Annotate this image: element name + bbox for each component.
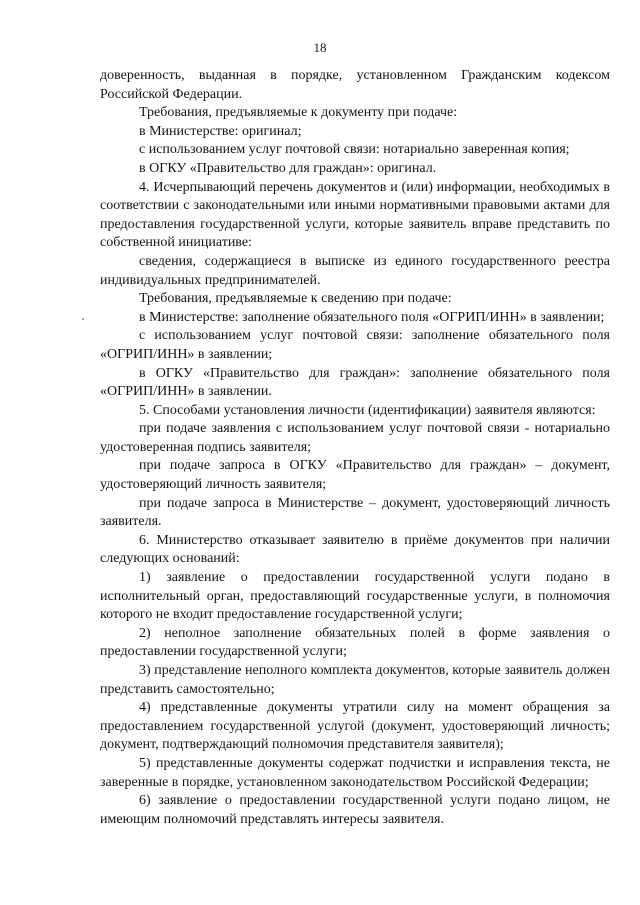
paragraph: Требования, предъявляемые к документу при подаче: (139, 105, 458, 121)
paragraph: доверенность, выданная в порядке, установленном Гражданским кодексом Российской Федерации. (100, 68, 610, 102)
paragraph: 5) представленные документы содержат подчистки и исправления текста, не заверенные в порядке, установленном законодательством Российской Федерации; (100, 755, 610, 790)
paragraph: в ОГКУ «Правительство для граждан»: заполнение обязательного поля «ОГРИП/ИНН» в заявлении. (100, 365, 610, 400)
scan-speck (82, 318, 84, 320)
paragraph: 6. Министерство отказывает заявителю в приёме документов при наличии следующих оснований: (100, 532, 610, 567)
paragraph: с использованием услуг почтовой связи: нотариально заверенная копия; (139, 142, 570, 158)
page-number: 18 (313, 40, 327, 55)
paragraph: 1) заявление о предоставлении государственной услуги подано в исполнительный орган, предоставляющий государственные услуги, в полномочия которого не входит предоставление государственной услуги; (100, 570, 610, 623)
paragraph: 4) представленные документы утратили силу на момент обращения за предоставлением государственной услугой (документ, удостоверяющий личность; документ, подтверждающий полномочия представителя заявителя); (100, 700, 610, 753)
paragraph: 2) неполное заполнение обязательных полей в форме заявления о предоставлении государственной услуги; (100, 625, 610, 660)
paragraph: при подаче заявления с использованием услуг почтовой связи - нотариально удостоверенная подпись заявителя; (100, 421, 610, 455)
paragraph: в Министерстве: заполнение обязательного поля «ОГРИП/ИНН» в заявлении; (139, 309, 605, 325)
paragraph: с использованием услуг почтовой связи: заполнение обязательного поля «ОГРИП/ИНН» в заявлении; (100, 328, 610, 362)
paragraph: 5. Способами установления личности (идентификации) заявителя являются: (139, 402, 596, 418)
paragraph: в ОГКУ «Правительство для граждан»: оригинал. (139, 160, 437, 176)
paragraph: сведения, содержащиеся в выписке из единого государственного реестра индивидуальных предпринимателей. (100, 253, 610, 288)
paragraph: при подаче запроса в ОГКУ «Правительство для граждан» – документ, удостоверяющий личность заявителя; (100, 458, 610, 493)
paragraph: 3) представление неполного комплекта документов, которые заявитель должен представить самостоятельно; (100, 663, 610, 697)
document-body (100, 67, 610, 829)
paragraph: в Министерстве: оригинал; (139, 123, 302, 139)
paragraph: 4. Исчерпывающий перечень документов и (или) информации, необходимых в соответствии с законодательными или иными нормативными правовыми актами для предоставления государственной услуги, которые заявитель вправе представить по собственной инициативе: (100, 179, 610, 251)
paragraph: 6) заявление о предоставлении государственной услуги подано лицом, не имеющим полномочий представлять интересы заявителя. (100, 793, 610, 827)
paragraph: при подаче запроса в Министерстве – документ, удостоверяющий личность заявителя. (100, 495, 610, 530)
paragraph: Требования, предъявляемые к сведению при подаче: (139, 291, 452, 307)
